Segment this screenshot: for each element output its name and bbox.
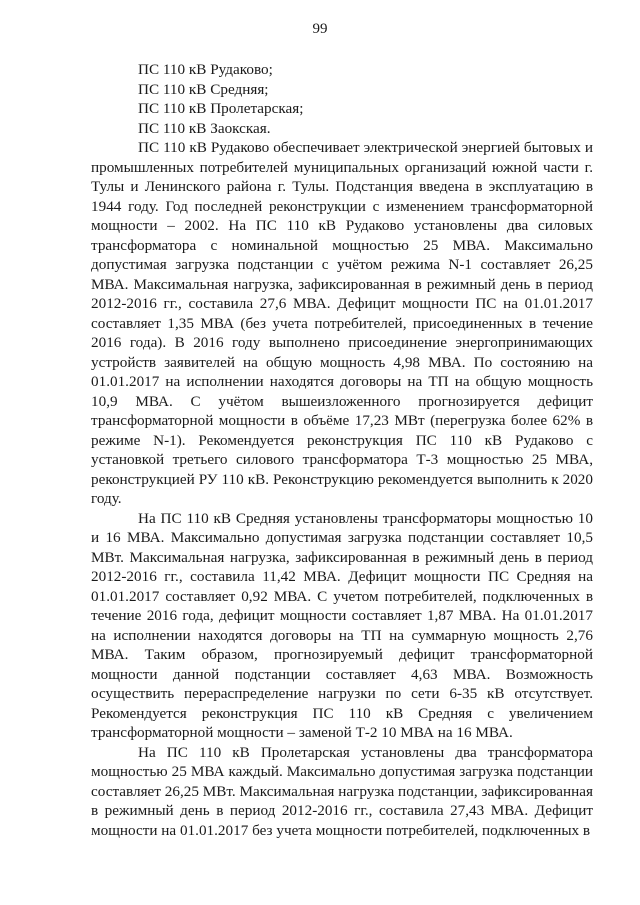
page-number: 99 <box>312 21 328 37</box>
substation-list-item: ПС 110 кВ Заокская. <box>138 119 271 137</box>
paragraph-srednyaya: На ПС 110 кВ Средняя установлены трансформаторы мощностью 10 и 16 МВА. Максимально допустимая загрузка подстанции составляет 10,5 МВт. Максимальная нагрузка, зафиксированная в режимный день в период 2012-2016 гг., составила 11,42 МВА. Дефицит мощности ПС Средняя на 01.01.2017 составляет 0,92 МВА. С учетом потребителей, подключенных в течение 2016 года, дефицит мощности составляет 1,87 МВА. На 01.01.2017 на исполнении находятся договоры на ТП на суммарную мощность 2,76 МВА. Таким образом, прогнозируемый дефицит трансформаторной мощности данной подстанции составляет 4,63 МВА. Возможность осуществить перераспределение нагрузки по сети 6-35 кВ отсутствует. Рекомендуется реконструкция ПС 110 кВ Средняя с увеличением трансформаторной мощности – заменой Т-2 10 МВА на 16 МВА. <box>91 509 593 741</box>
substation-list-item: ПС 110 кВ Пролетарская; <box>138 100 304 117</box>
substation-list-item: ПС 110 кВ Средняя; <box>138 80 269 98</box>
paragraph-proletarskaya: На ПС 110 кВ Пролетарская установлены два трансформатора мощностью 25 МВА каждый. Максимально допустимая загрузка подстанции составляет 26,25 МВт. Максимальная нагрузка подстанции, зафиксированная в режимный день в период 2012-2016 гг., составила 27,43 МВА. Дефицит мощности на 01.01.2017 без учета мощности потребителей, подключенных в <box>91 743 593 839</box>
paragraph-rudakovo: ПС 110 кВ Рудаково обеспечивает электрической энергией бытовых и промышленных потребителей муниципальных организаций южной части г. Тулы и Ленинского района г. Тулы. Подстанция введена в эксплуатацию в 1944 году. Год последней реконструкции с изменением трансформаторной мощности – 2002. На ПС 110 кВ Рудаково установлены два силовых трансформатора с номинальной мощностью 25 МВА. Максимально допустимая загрузка подстанции с учётом режима N-1 составляет 26,25 МВА. Максимальная нагрузка, зафиксированная в режимный день в период 2012-2016 гг., составила 27,6 МВА. Дефицит мощности ПС на 01.01.2017 составляет 1,35 МВА (без учета потребителей, присоединенных в течение 2016 года). В 2016 году выполнено присоединение энергопринимающих устройств заявителей на общую мощность 4,98 МВА. По состоянию на 01.01.2017 на исполнении находятся договоры на ТП на общую мощность 10,9 МВА. С учётом вышеизложенного прогнозируется дефицит трансформаторной мощности в объёме 17,23 МВт (перегрузка более 62% в режиме N-1). Рекомендуется реконструкция ПС 110 кВ Рудаково с установкой третьего силового трансформатора Т-3 мощностью 25 МВА, реконструкцией РУ 110 кВ. Реконструкцию рекомендуется выполнить к 2020 году. <box>91 139 593 507</box>
substation-list-item: ПС 110 кВ Рудаково; <box>138 61 273 78</box>
page-body <box>91 60 593 840</box>
